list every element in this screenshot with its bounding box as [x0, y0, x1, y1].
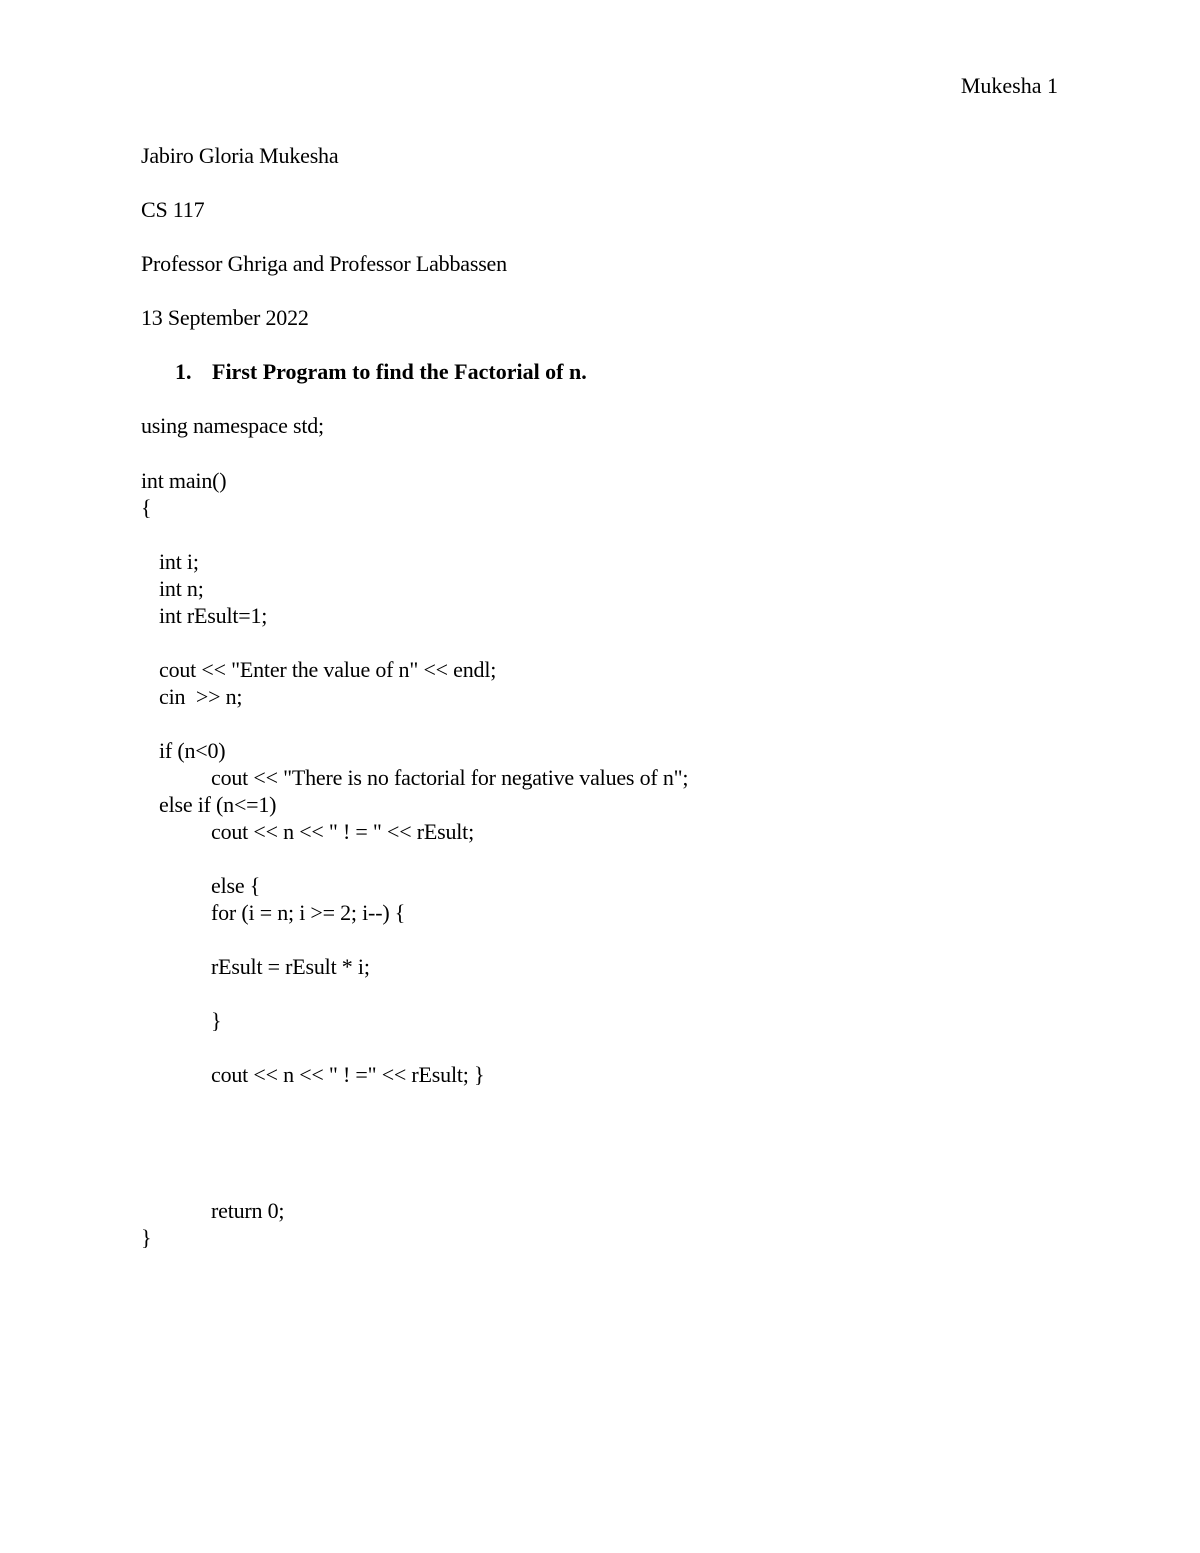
section-heading: [175, 359, 875, 385]
professors-line: Professor Ghriga and Professor Labbassen: [141, 251, 507, 276]
code-line: int n;: [159, 576, 204, 601]
date-line: 13 September 2022: [141, 305, 309, 330]
code-line: cout << n << " ! =" << rEsult; }: [211, 1062, 485, 1087]
code-line: int rEsult=1;: [159, 603, 268, 628]
code-line: rEsult = rEsult * i;: [211, 954, 370, 979]
code-line: int i;: [159, 549, 199, 574]
author-name: Jabiro Gloria Mukesha: [141, 143, 339, 168]
section-number: 1.: [175, 359, 192, 384]
code-line: using namespace std;: [141, 413, 324, 438]
code-line: }: [211, 1008, 222, 1033]
code-line: cin >> n;: [159, 684, 243, 709]
code-line: }: [141, 1225, 152, 1250]
code-line: else {: [211, 873, 261, 898]
code-line: for (i = n; i >= 2; i--) {: [211, 900, 406, 925]
section-title: First Program to find the Factorial of n.: [212, 359, 587, 384]
code-line: else if (n<=1): [159, 792, 277, 817]
code-line: {: [141, 495, 152, 520]
code-line: cout << n << " ! = " << rEsult;: [211, 819, 474, 844]
code-line: return 0;: [211, 1198, 285, 1223]
code-line: if (n<0): [159, 738, 226, 763]
code-line: cout << "There is no factorial for negative values of n";: [211, 765, 689, 790]
code-line: int main(): [141, 468, 227, 493]
page-header-label: Mukesha 1: [960, 73, 1058, 98]
code-line: cout << "Enter the value of n" << endl;: [159, 657, 497, 682]
course-name: CS 117: [141, 197, 205, 222]
